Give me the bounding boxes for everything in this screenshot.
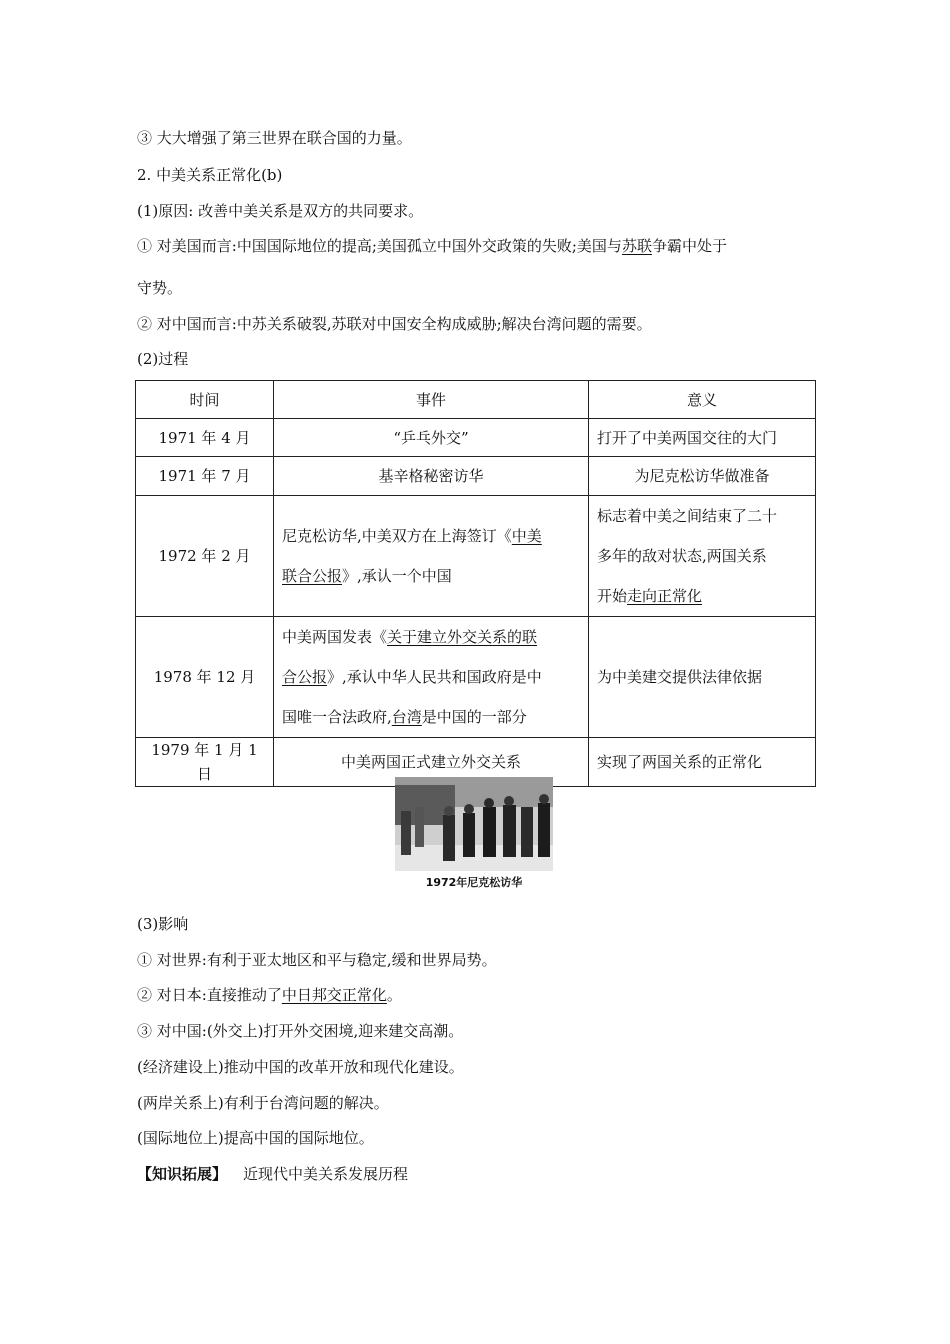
impact-world: ① 对世界:有利于亚太地区和平与稳定,缓和世界局势。 xyxy=(137,951,497,969)
impact-title: (3)影响 xyxy=(137,915,189,933)
cause-title: (1)原因: 改善中美关系是双方的共同要求。 xyxy=(137,202,424,220)
us-perspective-cont: 守势。 xyxy=(137,279,183,297)
event-link-2: 联合公报 xyxy=(282,567,343,585)
row-event xyxy=(274,496,589,617)
meaning-line-1: 标志着中美之间结束了二十 xyxy=(597,507,778,525)
table-row xyxy=(136,617,816,738)
row-time: 1972 年 2 月 xyxy=(136,496,274,617)
knowledge-extension xyxy=(137,1164,408,1184)
event-text-c: 国唯一合法政府, xyxy=(282,708,392,726)
japan-text-a: ② 对日本:直接推动了 xyxy=(137,986,282,1004)
table-header-row xyxy=(136,381,816,419)
event-text-a: 尼克松访华,中美双方在上海签订《 xyxy=(282,527,512,545)
header-event: 事件 xyxy=(274,381,589,419)
row-meaning xyxy=(589,496,816,617)
extension-label: 【知识拓展】 xyxy=(137,1165,228,1183)
nixon-visit-photo xyxy=(395,777,553,871)
row-meaning: 为尼克松访华做准备 xyxy=(589,457,816,496)
row-time: 1978 年 12 月 xyxy=(136,617,274,738)
event-link-1: 关于建立外交关系的联 xyxy=(387,628,538,646)
impact-cross-strait: (两岸关系上)有利于台湾问题的解决。 xyxy=(137,1094,389,1112)
impact-japan xyxy=(137,985,402,1005)
impact-economy: (经济建设上)推动中国的改革开放和现代化建设。 xyxy=(137,1058,464,1076)
point-3: ③ 大大增强了第三世界在联合国的力量。 xyxy=(137,129,412,147)
event-text-b: 》,承认一个中国 xyxy=(342,567,452,585)
photo-caption: 1972年尼克松访华 xyxy=(425,876,523,889)
us-text-b: 争霸中处于 xyxy=(651,237,727,255)
impact-international: (国际地位上)提高中国的国际地位。 xyxy=(137,1129,374,1147)
row-time: 1971 年 4 月 xyxy=(136,419,274,457)
us-text-underlined: 苏联 xyxy=(621,237,652,255)
photo-illustration xyxy=(395,777,553,871)
event-link-3: 台湾 xyxy=(391,708,422,726)
event-link-1: 中美 xyxy=(511,527,542,545)
table-row xyxy=(136,457,816,496)
japan-underlined: 中日邦交正常化 xyxy=(281,986,387,1004)
table-row xyxy=(136,419,816,457)
row-meaning: 打开了中美两国交往的大门 xyxy=(589,419,816,457)
meaning-line-2: 多年的敌对状态,两国关系 xyxy=(597,547,767,565)
row-event: 基辛格秘密访华 xyxy=(274,457,589,496)
row-time: 1979 年 1 月 1 日 xyxy=(136,738,274,787)
events-table xyxy=(135,380,816,787)
extension-text: 近现代中美关系发展历程 xyxy=(243,1165,409,1183)
row-meaning: 实现了两国关系的正常化 xyxy=(589,738,816,787)
impact-china: ③ 对中国:(外交上)打开外交困境,迎来建交高潮。 xyxy=(137,1022,464,1040)
header-time: 时间 xyxy=(136,381,274,419)
process-title: (2)过程 xyxy=(137,350,189,368)
meaning-underlined: 走向正常化 xyxy=(627,587,703,605)
meaning-line-3a: 开始 xyxy=(597,587,628,605)
row-event: “乒乓外交” xyxy=(274,419,589,457)
section-title: 2. 中美关系正常化(b) xyxy=(137,166,283,184)
row-time: 1971 年 7 月 xyxy=(136,457,274,496)
japan-text-b: 。 xyxy=(386,986,402,1004)
us-text-a: ① 对美国而言:中国国际地位的提高;美国孤立中国外交政策的失败;美国与 xyxy=(137,237,622,255)
event-text-a: 中美两国发表《 xyxy=(282,628,388,646)
event-link-2: 合公报 xyxy=(282,668,328,686)
event-text-d: 是中国的一部分 xyxy=(421,708,527,726)
us-perspective xyxy=(137,236,727,256)
header-meaning: 意义 xyxy=(589,381,816,419)
china-perspective: ② 对中国而言:中苏关系破裂,苏联对中国安全构成威胁;解决台湾问题的需要。 xyxy=(137,315,652,333)
row-event xyxy=(274,617,589,738)
event-text-b: 》,承认中华人民共和国政府是中 xyxy=(327,668,542,686)
row-meaning: 为中美建交提供法律依据 xyxy=(589,617,816,738)
row-event: 中美两国正式建立外交关系 xyxy=(274,738,589,787)
table-row xyxy=(136,496,816,617)
